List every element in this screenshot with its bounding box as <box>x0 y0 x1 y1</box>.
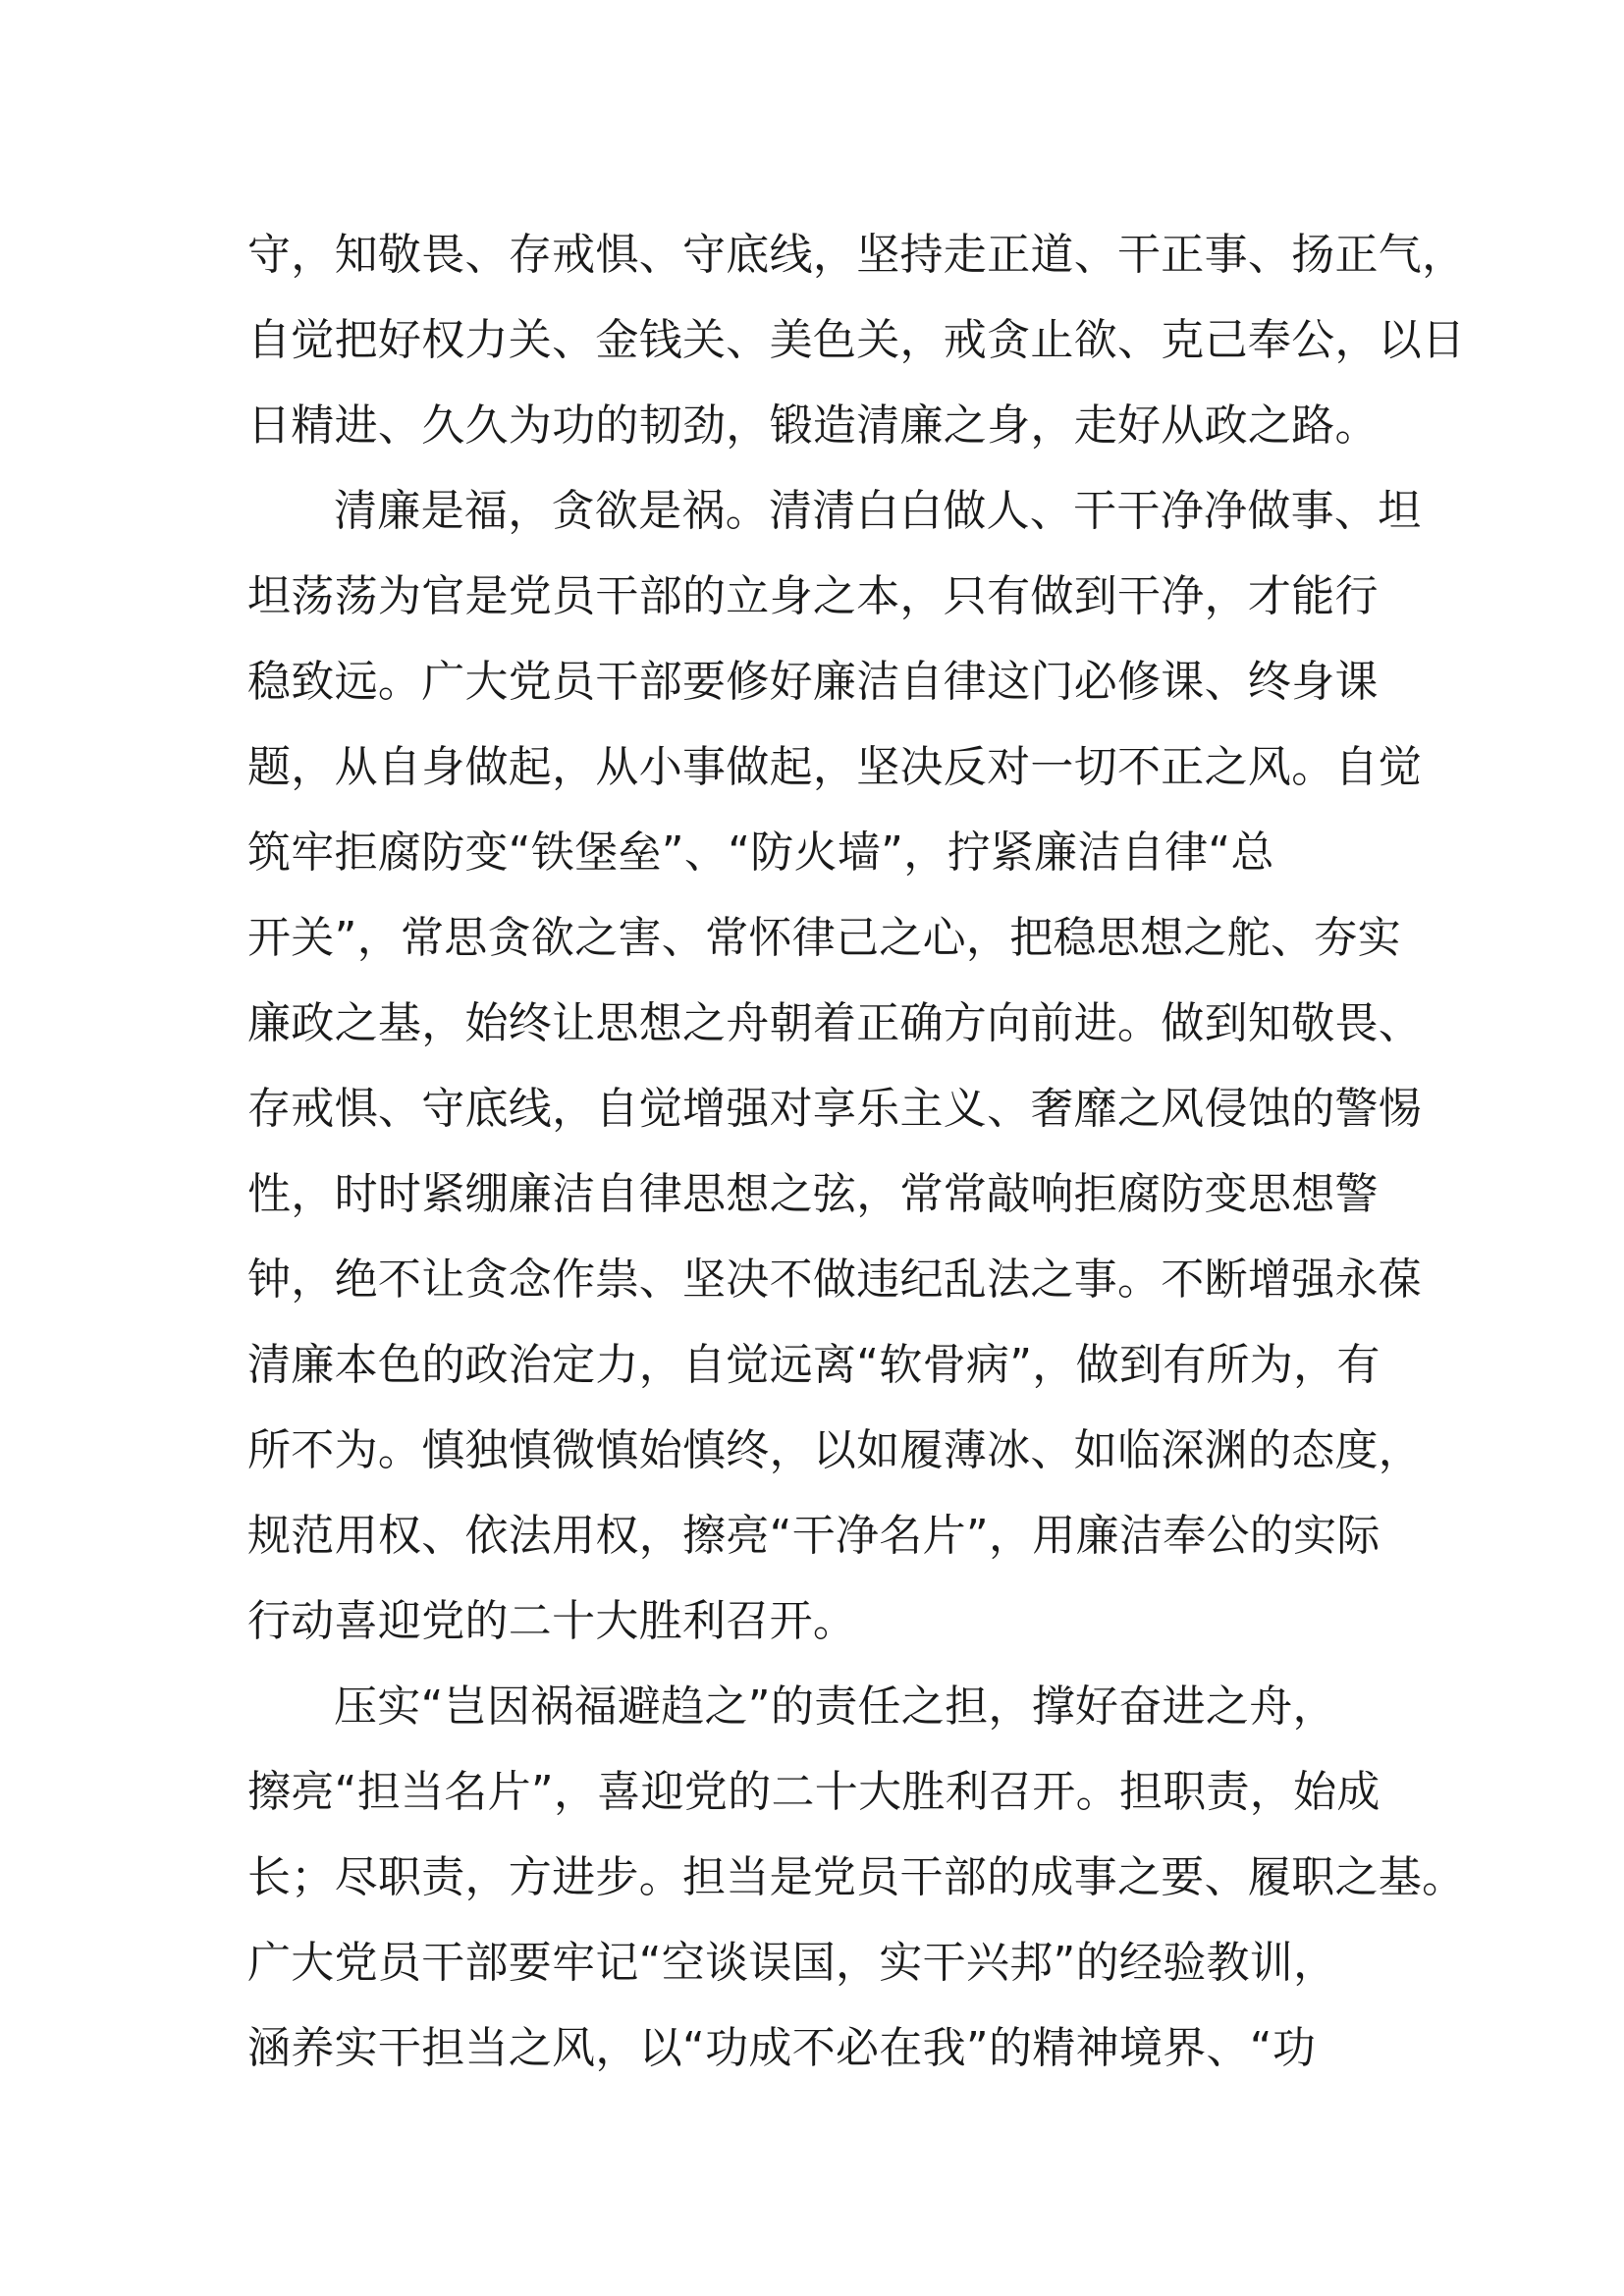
text-line: 自觉把好权力关、金钱关、美色关，戒贪止欲、克己奉公，以日 <box>247 315 1466 365</box>
body-text <box>247 212 1466 2091</box>
text-line: 存戒惧、守底线，自觉增强对享乐主义、奢靡之风侵蚀的警惕 <box>247 1084 1423 1134</box>
text-line: 日精进、久久为功的韧劲，锻造清廉之身，走好从政之路。 <box>247 400 1379 451</box>
text-line: 稳致远。广大党员干部要修好廉洁自律这门必修课、终身课 <box>247 657 1379 707</box>
text-line: 所不为。慎独慎微慎始慎终，以如履薄冰、如临深渊的态度， <box>247 1425 1423 1475</box>
text-line: 廉政之基，始终让思想之舟朝着正确方向前进。做到知敬畏、 <box>247 998 1423 1048</box>
text-line: 守，知敬畏、存戒惧、守底线，坚持走正道、干正事、扬正气， <box>247 230 1466 280</box>
text-line: 开关”，常思贪欲之害、常怀律己之心，把稳思想之舵、夯实 <box>247 913 1401 963</box>
text-line: 涵养实干担当之风，以“功成不必在我”的精神境界、“功 <box>247 2023 1317 2073</box>
text-line: 擦亮“担当名片”，喜迎党的二十大胜利召开。担职责，始成 <box>247 1767 1380 1817</box>
text-line: 长；尽职责，方进步。担当是党员干部的成事之要、履职之基。 <box>247 1852 1466 1902</box>
text-line: 清廉本色的政治定力，自觉远离“软骨病”，做到有所为，有 <box>247 1340 1380 1390</box>
paragraph-first-line: 压实“岂因祸福避趋之”的责任之担，撑好奋进之舟， <box>334 1682 1336 1732</box>
text-line: 广大党员干部要牢记“空谈误国，实干兴邦”的经验教训， <box>247 1938 1337 1988</box>
text-line: 坦荡荡为官是党员干部的立身之本，只有做到干净，才能行 <box>247 571 1379 621</box>
text-line: 行动喜迎党的二十大胜利召开。 <box>247 1596 857 1646</box>
text-line: 规范用权、依法用权，擦亮“干净名片”，用廉洁奉公的实际 <box>247 1511 1380 1561</box>
text-line: 筑牢拒腐防变“铁堡垒”、“防火墙”，拧紧廉洁自律“总 <box>247 828 1274 878</box>
text-line: 性，时时紧绷廉洁自律思想之弦，常常敲响拒腐防变思想警 <box>247 1169 1379 1219</box>
text-line: 题，从自身做起，从小事做起，坚决反对一切不正之风。自觉 <box>247 742 1423 792</box>
text-line: 钟，绝不让贪念作祟、坚决不做违纪乱法之事。不断增强永葆 <box>247 1255 1423 1305</box>
paragraph-first-line: 清廉是福，贪欲是祸。清清白白做人、干干净净做事、坦 <box>334 486 1422 536</box>
